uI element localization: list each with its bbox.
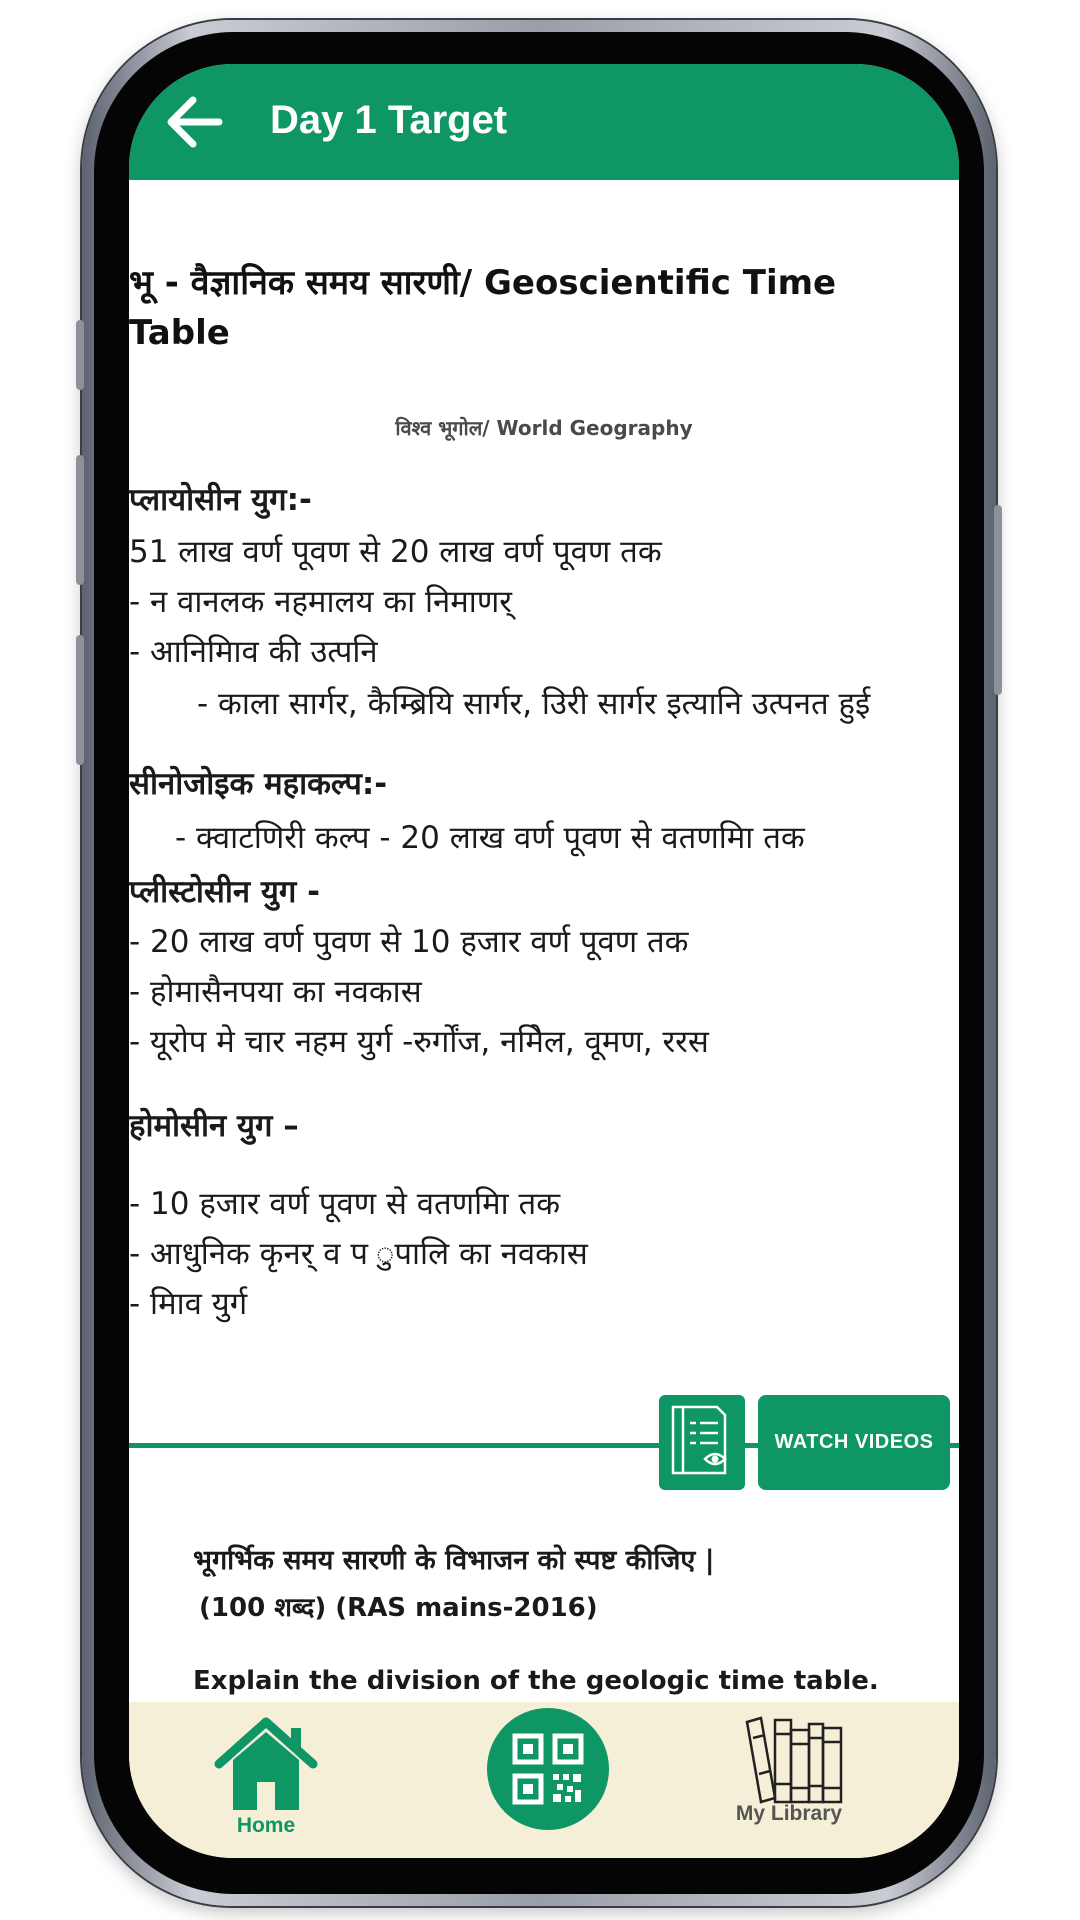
- page-header-title: Day 1 Target: [270, 98, 508, 142]
- content-line: - 20 लाख वर्ण पुवण से 10 हजार वर्ण पूवण तक: [129, 924, 689, 960]
- nav-home-label: Home: [236, 1814, 296, 1837]
- lesson-title: भू - वैज्ञानिक समय सारणी/ Geoscientific Time Table: [129, 263, 837, 353]
- lesson-subtitle: विश्व भूगोल/ World Geography: [395, 416, 693, 440]
- arrow-left-icon: [165, 94, 223, 150]
- bottom-navigation: [129, 1702, 959, 1858]
- library-books-icon: [719, 1714, 859, 1806]
- volume-down-button: [76, 635, 84, 765]
- nav-my-library[interactable]: [719, 1714, 859, 1844]
- watch-videos-button[interactable]: WATCH VIDEOS: [758, 1395, 950, 1490]
- section-heading: प्लीस्टोसीन युग -: [129, 874, 320, 910]
- content-line: - यूरोप मे चार नहम युर्ग -रुर्गोंज, नमिेल, वूमण, ररस: [129, 1024, 709, 1060]
- content-line: - होमासैनपया का नवकास: [129, 974, 422, 1010]
- app-screen: [129, 64, 959, 1858]
- power-button: [994, 505, 1002, 695]
- nav-home[interactable]: [211, 1714, 321, 1844]
- content-line: - आनिमिाव की उत्पनि: [129, 634, 378, 670]
- home-icon: [211, 1714, 321, 1814]
- content-line: - मिाव युर्ग: [129, 1286, 248, 1322]
- nav-library-label: My Library: [735, 1802, 843, 1825]
- content-line: - 10 हजार वर्ण पूवण से वतणमिा तक: [129, 1186, 561, 1222]
- content-line: - काला सार्गर, कैम्ब्रियि सार्गर, उिरी सार्गर इत्यानि उत्पनत हुई: [197, 686, 871, 722]
- view-notes-button[interactable]: [659, 1395, 745, 1490]
- content-line: - क्वाटणिरी कल्प - 20 लाख वर्ण पूवण से वतणमिा तक: [175, 820, 805, 856]
- content-line: 51 लाख वर्ण पूवण से 20 लाख वर्ण पूवण तक: [129, 534, 662, 570]
- section-heading: प्लायोसीन युग:-: [129, 482, 312, 518]
- section-heading: सीनोजोइक महाकल्प:-: [129, 766, 388, 802]
- notes-view-icon: [659, 1395, 745, 1490]
- nav-scan-qr[interactable]: [487, 1708, 609, 1830]
- volume-up-button: [76, 455, 84, 585]
- side-button: [76, 320, 84, 390]
- content-line: - आधुनिक कृनर् व प ुपालि का नवकास: [129, 1236, 588, 1272]
- back-button[interactable]: [165, 94, 223, 150]
- question-meta: (100 शब्द) (RAS mains-2016): [199, 1593, 598, 1623]
- question-hindi: भूगर्भिक समय सारणी के विभाजन को स्पष्ट कीजिए |: [193, 1545, 715, 1576]
- qr-code-icon: [487, 1708, 609, 1830]
- content-line: - न वानलक नहमालय का निमाणर्: [129, 584, 512, 620]
- section-heading: होमोसीन युग –: [129, 1108, 299, 1144]
- app-header: [129, 64, 959, 180]
- question-english: Explain the division of the geologic time table.: [193, 1666, 879, 1696]
